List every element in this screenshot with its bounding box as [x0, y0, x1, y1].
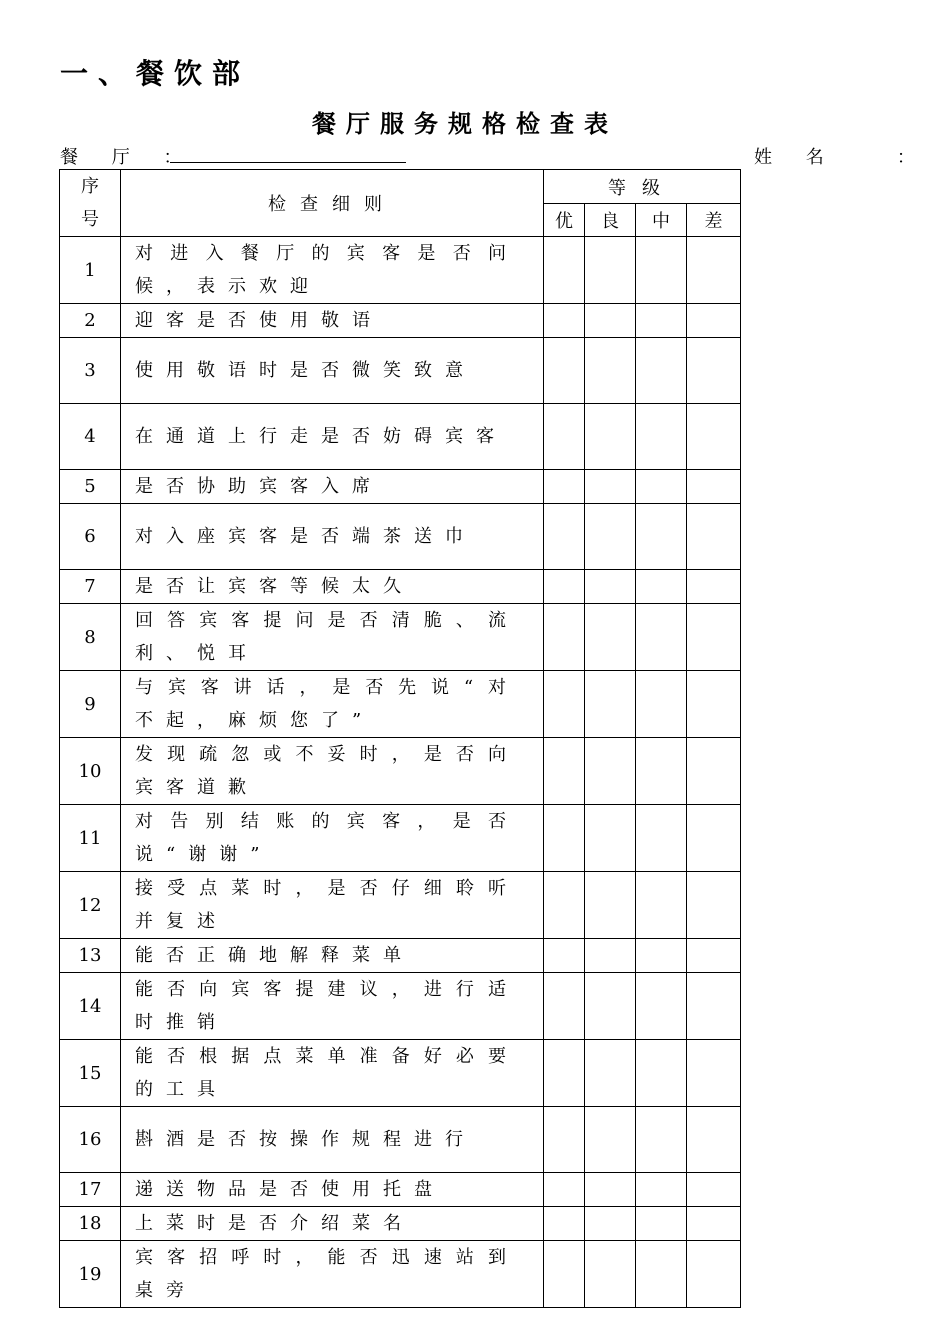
- table-row: [60, 805, 741, 872]
- grade-fair-cell[interactable]: [636, 570, 687, 604]
- row-number: 9: [60, 671, 121, 738]
- grade-fair-cell[interactable]: [636, 604, 687, 671]
- table-row: [60, 1241, 741, 1308]
- row-item-text: 能否正确地解释菜单: [135, 945, 414, 966]
- table-row: [60, 738, 741, 805]
- grade-good-cell[interactable]: [585, 304, 636, 338]
- grade-good-cell[interactable]: [585, 1040, 636, 1107]
- row-number: 13: [60, 939, 121, 973]
- grade-excellent-cell[interactable]: [544, 973, 585, 1040]
- header-no: [60, 170, 121, 237]
- row-number: 5: [60, 470, 121, 504]
- row-number: 17: [60, 1173, 121, 1207]
- row-item-cell: [121, 604, 544, 671]
- grade-good-cell[interactable]: [585, 604, 636, 671]
- row-item-text: 上菜时是否介绍菜名: [135, 1213, 414, 1234]
- grade-excellent-cell[interactable]: [544, 470, 585, 504]
- grade-poor-cell[interactable]: [687, 1040, 741, 1107]
- header-grade-fair: 中: [636, 204, 687, 237]
- grade-excellent-cell[interactable]: [544, 1207, 585, 1241]
- grade-good-cell[interactable]: [585, 872, 636, 939]
- grade-good-cell[interactable]: [585, 338, 636, 404]
- header-grade: 等级: [544, 170, 741, 204]
- table-row: [60, 338, 741, 404]
- grade-poor-cell[interactable]: [687, 470, 741, 504]
- row-number: 6: [60, 504, 121, 570]
- row-item-text: 使用敬语时是否微笑致意: [135, 360, 476, 381]
- row-item-text: 对进入餐厅的宾客是否问候，表示欢迎: [135, 243, 519, 297]
- grade-poor-cell[interactable]: [687, 404, 741, 470]
- table-row: [60, 304, 741, 338]
- row-number: 19: [60, 1241, 121, 1308]
- grade-fair-cell[interactable]: [636, 738, 687, 805]
- grade-poor-cell[interactable]: [687, 504, 741, 570]
- row-item-cell: [121, 805, 544, 872]
- row-item-text: 回答宾客提问是否清脆、流利、悦耳: [135, 610, 519, 664]
- row-item-text: 发现疏忽或不妥时，是否向宾客道歉: [135, 744, 519, 798]
- grade-excellent-cell[interactable]: [544, 872, 585, 939]
- row-item-cell: [121, 671, 544, 738]
- row-number: 18: [60, 1207, 121, 1241]
- grade-fair-cell[interactable]: [636, 805, 687, 872]
- header-no-line2: 号: [81, 209, 99, 230]
- row-item-cell: [121, 973, 544, 1040]
- grade-good-cell[interactable]: [585, 237, 636, 304]
- grade-poor-cell[interactable]: [687, 304, 741, 338]
- row-item-text: 能否向宾客提建议，进行适时推销: [135, 979, 519, 1033]
- grade-good-cell[interactable]: [585, 738, 636, 805]
- header-grade-good: 良: [585, 204, 636, 237]
- table-row: [60, 1107, 741, 1173]
- grade-excellent-cell[interactable]: [544, 1173, 585, 1207]
- grade-fair-cell[interactable]: [636, 1207, 687, 1241]
- row-item-cell: [121, 404, 544, 470]
- grade-excellent-cell[interactable]: [544, 1107, 585, 1173]
- row-item-cell: [121, 304, 544, 338]
- grade-good-cell[interactable]: [585, 404, 636, 470]
- grade-excellent-cell[interactable]: [544, 570, 585, 604]
- grade-fair-cell[interactable]: [636, 1241, 687, 1308]
- document-title: 餐厅服务规格检查表: [312, 110, 618, 138]
- row-number: 4: [60, 404, 121, 470]
- grade-poor-cell[interactable]: [687, 805, 741, 872]
- row-item-text: 接受点菜时，是否仔细聆听并复述: [135, 878, 519, 932]
- grade-excellent-cell[interactable]: [544, 1040, 585, 1107]
- grade-good-cell[interactable]: [585, 1207, 636, 1241]
- table-row: [60, 671, 741, 738]
- row-number: 11: [60, 805, 121, 872]
- grade-good-cell[interactable]: [585, 939, 636, 973]
- table-row: [60, 872, 741, 939]
- grade-poor-cell[interactable]: [687, 973, 741, 1040]
- grade-good-cell[interactable]: [585, 570, 636, 604]
- row-item-text: 能否根据点菜单准备好必要的工具: [135, 1046, 519, 1100]
- table-row: [60, 570, 741, 604]
- row-item-cell: [121, 1207, 544, 1241]
- header-item: 检查细则: [121, 170, 544, 237]
- grade-fair-cell[interactable]: [636, 973, 687, 1040]
- row-item-text: 与宾客讲话，是否先说“对不起，麻烦您了”: [135, 677, 519, 731]
- grade-good-cell[interactable]: [585, 805, 636, 872]
- grade-poor-cell[interactable]: [687, 237, 741, 304]
- grade-excellent-cell[interactable]: [544, 237, 585, 304]
- grade-fair-cell[interactable]: [636, 237, 687, 304]
- row-item-cell: [121, 1107, 544, 1173]
- grade-good-cell[interactable]: [585, 671, 636, 738]
- row-number: 7: [60, 570, 121, 604]
- grade-excellent-cell[interactable]: [544, 805, 585, 872]
- grade-excellent-cell[interactable]: [544, 738, 585, 805]
- table-row: [60, 604, 741, 671]
- row-item-text: 是否协助宾客入席: [135, 476, 383, 497]
- grade-excellent-cell[interactable]: [544, 504, 585, 570]
- row-number: 2: [60, 304, 121, 338]
- grade-good-cell[interactable]: [585, 1173, 636, 1207]
- grade-poor-cell[interactable]: [687, 338, 741, 404]
- table-row: [60, 1207, 741, 1241]
- grade-excellent-cell[interactable]: [544, 404, 585, 470]
- row-item-cell: [121, 1241, 544, 1308]
- row-item-cell: [121, 1040, 544, 1107]
- grade-good-cell[interactable]: [585, 1241, 636, 1308]
- grade-good-cell[interactable]: [585, 973, 636, 1040]
- grade-good-cell[interactable]: [585, 1107, 636, 1173]
- row-item-cell: [121, 338, 544, 404]
- table-row: [60, 973, 741, 1040]
- row-number: 15: [60, 1040, 121, 1107]
- table-row: [60, 504, 741, 570]
- grade-excellent-cell[interactable]: [544, 939, 585, 973]
- table-row: [60, 1040, 741, 1107]
- row-number: 1: [60, 237, 121, 304]
- header-no-line1: 序: [81, 176, 99, 197]
- row-item-cell: [121, 738, 544, 805]
- grade-excellent-cell[interactable]: [544, 604, 585, 671]
- grade-poor-cell[interactable]: [687, 604, 741, 671]
- table-row: [60, 1173, 741, 1207]
- grade-fair-cell[interactable]: [636, 671, 687, 738]
- grade-poor-cell[interactable]: [687, 671, 741, 738]
- table-row: [60, 237, 741, 304]
- name-label: 姓 名 ：: [754, 147, 929, 168]
- row-item-text: 斟酒是否按操作规程进行: [135, 1129, 476, 1150]
- restaurant-fill-line[interactable]: [170, 162, 406, 163]
- row-number: 14: [60, 973, 121, 1040]
- row-item-cell: [121, 939, 544, 973]
- header-grade-poor: 差: [687, 204, 741, 237]
- grade-fair-cell[interactable]: [636, 939, 687, 973]
- grade-excellent-cell[interactable]: [544, 338, 585, 404]
- row-item-text: 在通道上行走是否妨碍宾客: [135, 426, 507, 447]
- grade-fair-cell[interactable]: [636, 338, 687, 404]
- row-item-cell: [121, 872, 544, 939]
- grade-fair-cell[interactable]: [636, 1040, 687, 1107]
- table-row: [60, 939, 741, 973]
- row-number: 10: [60, 738, 121, 805]
- grade-fair-cell[interactable]: [636, 1173, 687, 1207]
- row-number: 8: [60, 604, 121, 671]
- row-item-text: 是否让宾客等候太久: [135, 576, 414, 597]
- table-row: [60, 470, 741, 504]
- row-item-text: 递送物品是否使用托盘: [135, 1179, 445, 1200]
- grade-poor-cell[interactable]: [687, 939, 741, 973]
- row-number: 3: [60, 338, 121, 404]
- row-number: 12: [60, 872, 121, 939]
- grade-excellent-cell[interactable]: [544, 304, 585, 338]
- grade-good-cell[interactable]: [585, 504, 636, 570]
- grade-excellent-cell[interactable]: [544, 1241, 585, 1308]
- row-item-text: 对告别结账的宾客，是否说“谢谢”: [135, 811, 519, 865]
- grade-fair-cell[interactable]: [636, 1107, 687, 1173]
- row-item-cell: [121, 504, 544, 570]
- row-number: 16: [60, 1107, 121, 1173]
- grade-poor-cell[interactable]: [687, 1207, 741, 1241]
- grade-good-cell[interactable]: [585, 470, 636, 504]
- grade-fair-cell[interactable]: [636, 304, 687, 338]
- grade-poor-cell[interactable]: [687, 570, 741, 604]
- table-row: [60, 404, 741, 470]
- grade-poor-cell[interactable]: [687, 1241, 741, 1308]
- row-item-cell: [121, 1173, 544, 1207]
- row-item-cell: [121, 470, 544, 504]
- grade-fair-cell[interactable]: [636, 404, 687, 470]
- grade-excellent-cell[interactable]: [544, 671, 585, 738]
- row-item-text: 迎客是否使用敬语: [135, 310, 383, 331]
- grade-fair-cell[interactable]: [636, 872, 687, 939]
- row-item-cell: [121, 237, 544, 304]
- header-grade-excellent: 优: [544, 204, 585, 237]
- grade-poor-cell[interactable]: [687, 1173, 741, 1207]
- row-item-text: 对入座宾客是否端茶送巾: [135, 526, 476, 547]
- grade-poor-cell[interactable]: [687, 872, 741, 939]
- inspection-table: [59, 169, 741, 1308]
- restaurant-label: 餐 厅 ：: [60, 147, 196, 168]
- section-title: 一、餐饮部: [60, 57, 251, 90]
- row-item-cell: [121, 570, 544, 604]
- grade-poor-cell[interactable]: [687, 738, 741, 805]
- grade-poor-cell[interactable]: [687, 1107, 741, 1173]
- grade-fair-cell[interactable]: [636, 504, 687, 570]
- grade-fair-cell[interactable]: [636, 470, 687, 504]
- row-item-text: 宾客招呼时，能否迅速站到桌旁: [135, 1247, 519, 1301]
